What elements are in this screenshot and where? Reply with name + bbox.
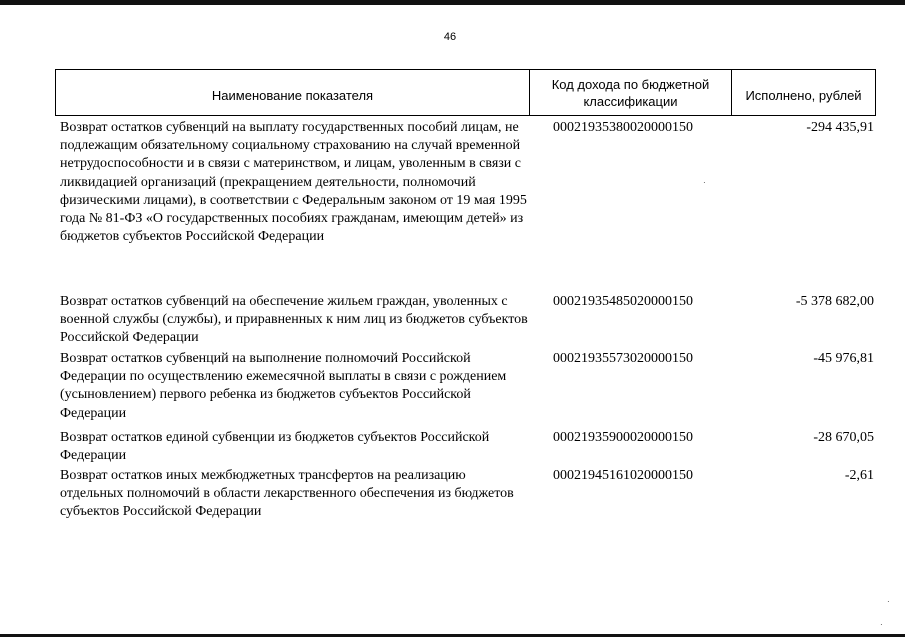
row-amount: -2,61 <box>844 468 874 483</box>
row-code: 00021935573020000150 <box>553 351 693 366</box>
page-number: 46 <box>443 31 457 43</box>
row-name: Возврат остатков субвенций на выплату государственных пособий лицам, не подлежащим обязательному социальному страхованию на случай временной нетрудоспособности и в связи с материнством, и лицам, уволенным в связи с ликвидацией организаций (прекращением деятельности, полномочий физическими лицами), в соответствии с Федеральным законом от 19 мая 1995 года № 81-ФЗ «О государственных пособиях гражданам, имеющим детей» из бюджетов субъектов Российской Федерации <box>60 120 527 245</box>
row-amount: -45 976,81 <box>813 351 874 366</box>
row-name: Возврат остатков иных межбюджетных трансфертов на реализацию отдельных полномочий в области лекарственного обеспечения из бюджетов субъектов Российской Федерации <box>60 468 514 520</box>
row-amount: -294 435,91 <box>806 120 874 135</box>
row-code: 00021935485020000150 <box>553 294 693 309</box>
row-amount: -28 670,05 <box>813 430 874 445</box>
scan-speck: · <box>887 597 890 606</box>
table-header <box>55 69 876 116</box>
row-name: Возврат остатков единой субвенции из бюджетов субъектов Российской Федерации <box>60 430 490 464</box>
header-code: Код дохода по бюджетной классификации <box>530 70 732 115</box>
row-name: Возврат остатков субвенций на обеспечение жильем граждан, уволенных с военной службы (службы), и приравненных к ним лиц из бюджетов субъектов Российской Федерации <box>60 294 528 346</box>
scan-speck: · <box>703 178 706 187</box>
row-code: 00021935380020000150 <box>553 120 693 135</box>
bottom-border <box>0 634 905 637</box>
header-name: Наименование показателя <box>56 70 530 115</box>
row-code: 00021945161020000150 <box>553 468 693 483</box>
header-amount: Исполнено, рублей <box>745 88 862 103</box>
scan-speck: · <box>880 620 883 629</box>
row-code: 00021935900020000150 <box>553 430 693 445</box>
top-border <box>0 0 905 5</box>
row-amount: -5 378 682,00 <box>795 294 874 309</box>
row-name: Возврат остатков субвенций на выполнение полномочий Российской Федерации по осуществлению ежемесячной выплаты в связи с рождением (усыновлением) первого ребенка из бюджетов субъектов Российской Федерации <box>60 351 507 421</box>
